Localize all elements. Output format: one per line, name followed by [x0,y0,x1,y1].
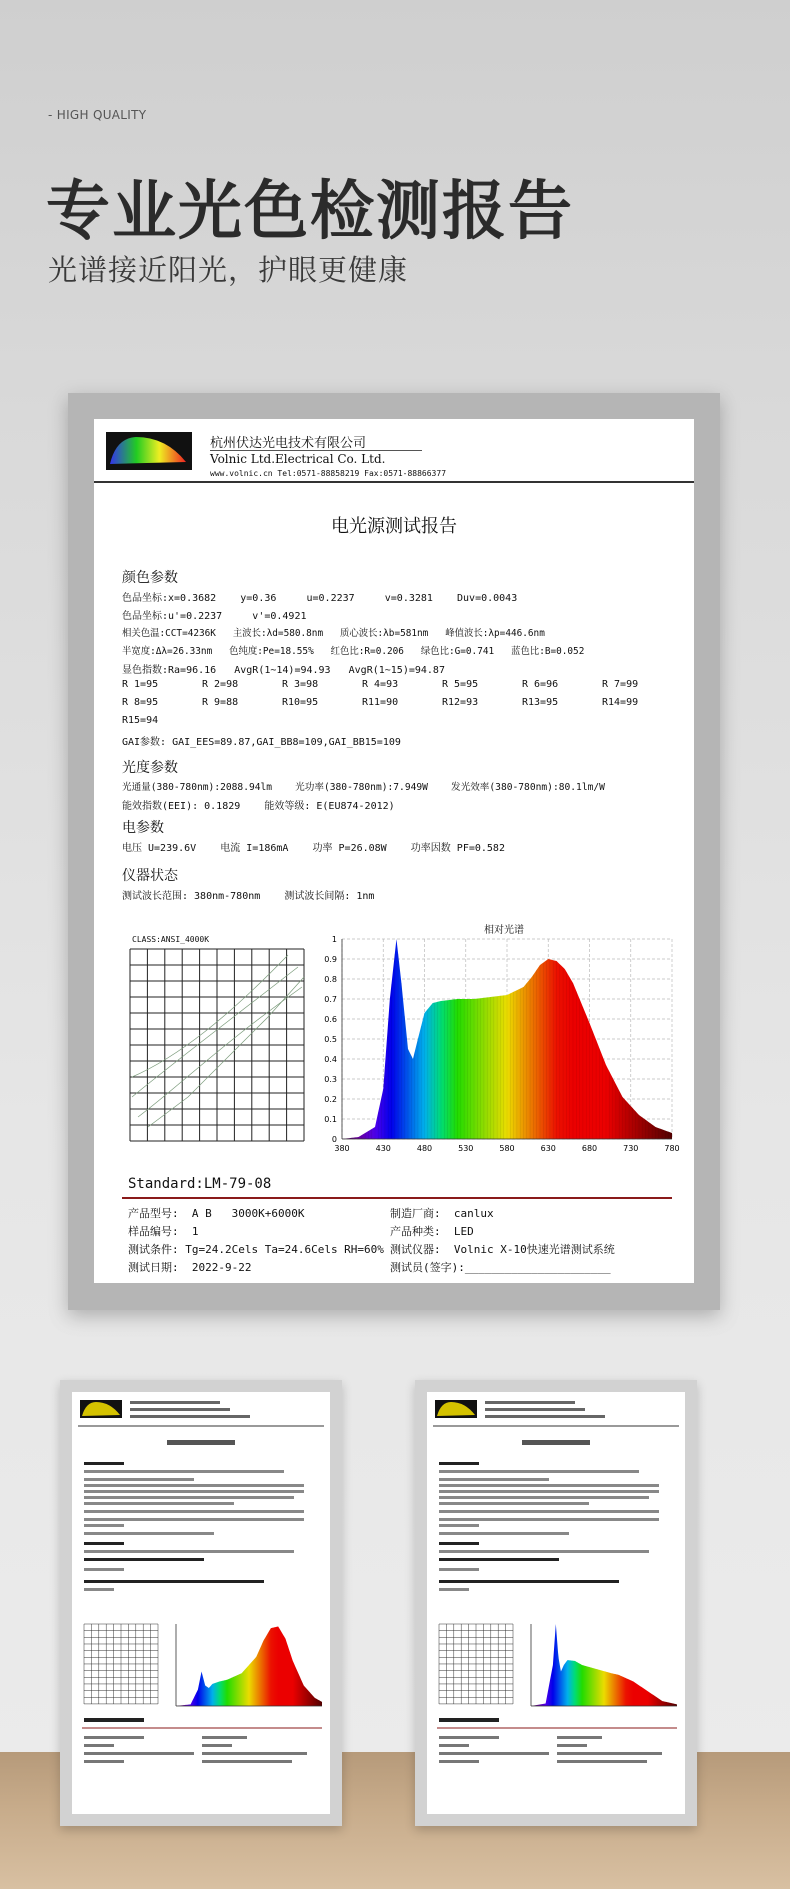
thumb-cie-grid [84,1624,158,1704]
y-tick-label: 0.4 [324,1055,337,1064]
thumb-info-right [557,1744,587,1747]
thumb-info-left [439,1736,499,1739]
report-header [94,419,694,483]
thumb-text-line [439,1510,659,1513]
thumb-text-line [439,1550,649,1553]
thumb-text-line [84,1542,124,1545]
r-value: R 1=95 [122,679,159,690]
spectrum-logo [106,432,192,470]
r-value: R10=95 [282,697,319,708]
cie-label: CLASS:ANSI_4000K [132,935,210,944]
r-value: R 2=98 [202,679,239,690]
info-tester: 测试员(签字):______________________ [390,1261,611,1274]
thumb-info-right [202,1752,307,1755]
y-tick-label: 0.7 [324,995,337,1004]
photo-section-title: 光度参数 [122,760,178,776]
thumb-text-line [84,1532,214,1535]
info-instrument: 测试仪器: Volnic X-10快速光谱测试系统 [390,1243,615,1256]
thumb-text-line [84,1588,114,1591]
thumb-text-line [439,1470,639,1473]
spectrum-area [531,1624,677,1706]
thumb-text-line [84,1558,204,1561]
inst-section-title: 仪器状态 [122,868,178,884]
thumb-info-right [557,1736,602,1739]
r-value: R 5=95 [442,679,479,690]
r-value: R12=93 [442,697,479,708]
eyebrow: - HIGH QUALITY [48,108,147,122]
x-tick-label: 430 [375,1144,391,1153]
y-tick-label: 0.5 [324,1035,337,1044]
thumb-standard [84,1718,144,1722]
company-cn: 杭州伏达光电技术有限公司 [210,436,367,451]
color-section-title: 颜色参数 [122,570,178,586]
thumb-report-left [60,1380,342,1826]
y-tick-label: 0.6 [324,1015,337,1024]
color-line-5: 显色指数:Ra=96.16 AvgR(1~14)=94.93 AvgR(1~15)=94.87 [122,665,445,676]
info-model: 产品型号: A B 3000K+6000K [128,1207,305,1220]
thumb-text-line [84,1510,304,1513]
y-tick-label: 0.9 [324,955,337,964]
subhead: 光谱接近阳光，护眼更健康 [48,253,409,287]
thumb-text-line [84,1462,124,1465]
info-date: 测试日期: 2022-9-22 [128,1261,252,1274]
company-en: Volnic Ltd.Electrical Co. Ltd. [210,452,386,466]
photo-line-1: 光通量(380-780nm):2088.94lm 光功率(380-780nm):7.949W 发光效率(380-780nm):80.1lm/W [122,782,605,793]
thumb-text-line [439,1558,559,1561]
thumb-info-left [84,1752,194,1755]
thumb-title [167,1440,235,1445]
x-tick-label: 780 [664,1144,680,1153]
x-tick-label: 580 [499,1144,515,1153]
thumb-info-right [202,1760,292,1763]
inst-line: 测试波长范围: 380nm-780nm 测试波长间隔: 1nm [122,891,375,902]
thumb-text-line [439,1478,549,1481]
thumb-info-right [202,1736,247,1739]
thumb-doc-left [72,1392,330,1814]
thumb-text-line [84,1580,264,1583]
thumb-text-line [439,1518,659,1521]
y-tick-label: 0.8 [324,975,337,984]
thumb-info-left [439,1752,549,1755]
y-tick-label: 1 [331,935,337,944]
thumb-header-text [130,1401,220,1404]
thumb-standard [439,1718,499,1722]
info-sample: 样品编号: 1 [128,1225,199,1238]
thumb-text-line [84,1496,294,1499]
standard-divider [122,1197,672,1199]
r-row-3 [122,715,202,726]
thumb-text-line [84,1490,304,1493]
thumb-report-right [415,1380,697,1826]
y-tick-label: 0.3 [324,1075,337,1084]
r-value: R 6=96 [522,679,559,690]
thumb-text-line [439,1496,649,1499]
thumb-info-left [84,1744,114,1747]
y-tick-label: 0.2 [324,1095,337,1104]
thumb-info-left [439,1744,469,1747]
r-value: R14=99 [602,697,639,708]
y-tick-label: 0.1 [324,1115,337,1124]
thumb-text-line [84,1524,124,1527]
color-line-3: 相关色温:CCT=4236K 主波长:λd=580.8nm 质心波长:λb=581nm 峰值波长:λp=446.6nm [122,628,545,639]
thumb-info-right [557,1752,662,1755]
r-value: R 4=93 [362,679,399,690]
color-line-1: 色品坐标:x=0.3682 y=0.36 u=0.2237 v=0.3281 Duv=0.0043 [122,593,518,604]
spectrum-title: 相对光谱 [484,925,524,936]
thumb-info-left [84,1760,124,1763]
x-tick-label: 630 [540,1144,556,1153]
thumb-text-line [84,1568,124,1571]
thumb-text-line [84,1484,304,1487]
thumb-text-line [439,1484,659,1487]
thumb-text-line [84,1470,284,1473]
photo-line-2: 能效指数(EEI): 0.1829 能效等级: E(EU874-2012) [122,801,395,812]
x-tick-label: 380 [334,1144,350,1153]
r-value: R 9=88 [202,697,239,708]
info-kind: 产品种类: LED [390,1225,474,1238]
thumb-text-line [439,1580,619,1583]
r-value: R 7=99 [602,679,639,690]
thumb-text-line [84,1518,304,1521]
thumb-text-line [84,1550,294,1553]
thumb-text-line [439,1542,479,1545]
thumb-text-line [439,1524,479,1527]
spectrum-chart [320,933,682,1163]
thumb-text-line [439,1490,659,1493]
thumb-text-line [439,1462,479,1465]
thumb-header-text [485,1408,585,1411]
r-row-2 [122,697,682,708]
thumb-info-right [202,1744,232,1747]
thumb-header-text [485,1415,605,1418]
info-maker: 制造厂商: canlux [390,1207,494,1220]
x-tick-label: 530 [458,1144,474,1153]
thumb-header-text [485,1401,575,1404]
thumb-title [522,1440,590,1445]
r-value: R13=95 [522,697,559,708]
thumb-header-text [130,1415,250,1418]
report-paper [94,419,694,1283]
company-divider [210,450,422,451]
r-row-1 [122,679,682,690]
gai-line: GAI参数: GAI_EES=89.87,GAI_BB8=109,GAI_BB15=109 [122,737,401,748]
r-value: R11=90 [362,697,399,708]
y-tick-label: 0 [331,1135,337,1144]
x-tick-label: 680 [581,1144,598,1153]
info-condition: 测试条件: Tg=24.2Cels Ta=24.6Cels RH=60% [128,1243,384,1256]
thumb-info-right [557,1760,647,1763]
thumb-text-line [439,1588,469,1591]
thumb-header-text [130,1408,230,1411]
cie-grid-chart [128,947,306,1143]
color-line-2: 色品坐标:u'=0.2237 v'=0.4921 [122,611,307,622]
r-value: R 3=98 [282,679,319,690]
company-web: www.volnic.cn Tel:0571-88858219 Fax:0571-88866377 [210,469,447,478]
color-line-4: 半宽度:Δλ=26.33nm 色纯度:Pe=18.55% 红色比:R=0.206 绿色比:G=0.741 蓝色比:B=0.052 [122,646,585,657]
thumb-paper [427,1392,685,1814]
thumb-info-left [84,1736,144,1739]
report-title: 电光源测试报告 [331,516,457,537]
x-tick-label: 480 [416,1144,433,1153]
thumb-text-line [439,1532,569,1535]
thumb-text-line [84,1478,194,1481]
x-tick-label: 730 [623,1144,639,1153]
spectrum-area [176,1626,322,1706]
main-report-panel [68,393,720,1310]
elec-section-title: 电参数 [122,820,164,836]
thumb-cie-grid [439,1624,513,1704]
elec-line: 电压 U=239.6V 电流 I=186mA 功率 P=26.08W 功率因数 PF=0.582 [122,843,505,854]
r-value: R15=94 [122,715,159,726]
thumb-doc-right [427,1392,685,1814]
thumb-text-line [439,1568,479,1571]
thumb-info-left [439,1760,479,1763]
thumb-text-line [84,1502,234,1505]
standard-label: Standard:LM-79-08 [128,1176,272,1192]
headline: 专业光色检测报告 [46,175,574,249]
thumb-paper [72,1392,330,1814]
r-value: R 8=95 [122,697,159,708]
thumb-text-line [439,1502,589,1505]
